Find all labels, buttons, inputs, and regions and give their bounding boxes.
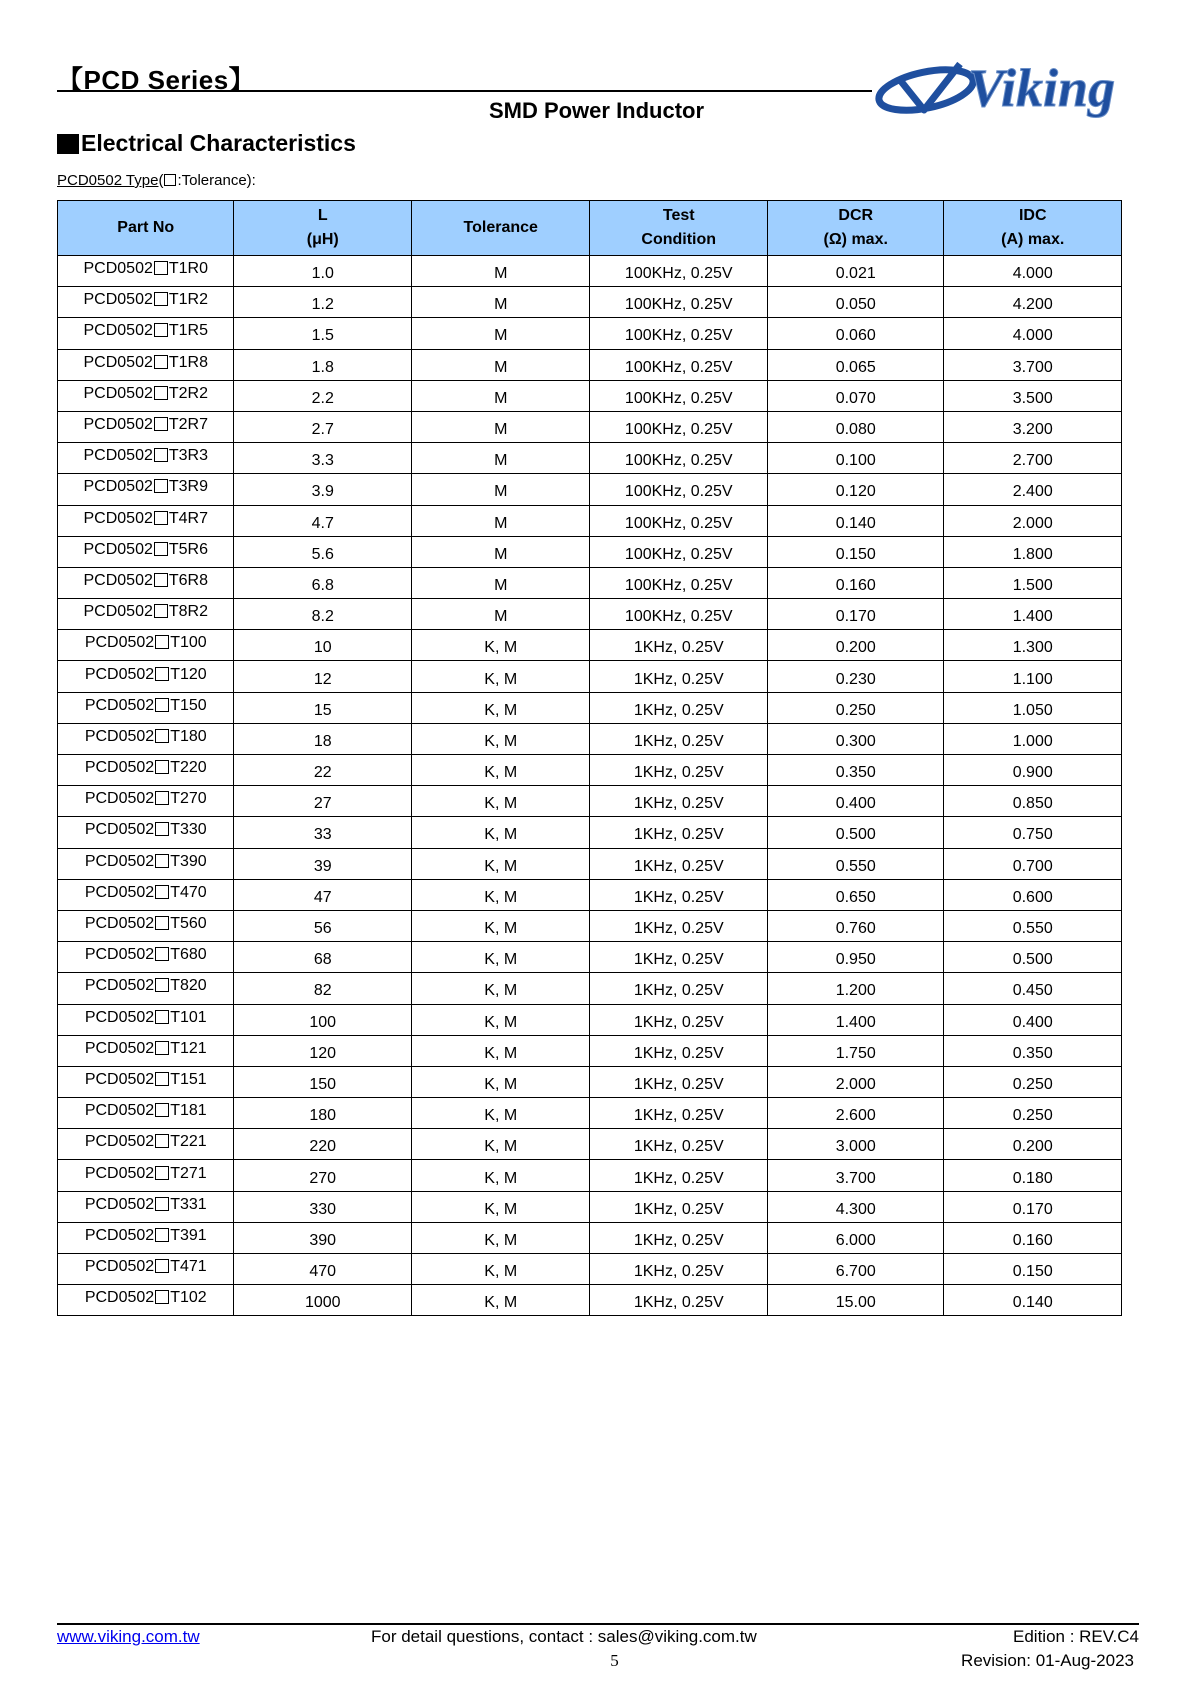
placeholder-box-icon	[155, 947, 169, 961]
idc-cell: 1.800	[944, 536, 1122, 567]
dcr-cell: 0.021	[767, 256, 943, 287]
electrical-characteristics-table	[57, 200, 1122, 1316]
type-open-paren: (	[158, 172, 164, 189]
test-condition-cell: 100KHz, 0.25V	[590, 287, 768, 318]
test-condition-cell: 1KHz, 0.25V	[590, 1066, 768, 1097]
dcr-cell: 0.065	[767, 349, 943, 380]
part-number-cell: PCD0502 T820	[58, 973, 234, 1004]
test-condition-cell: 1KHz, 0.25V	[590, 723, 768, 754]
dcr-cell: 0.200	[767, 630, 943, 661]
tolerance-cell: K, M	[411, 879, 590, 910]
test-condition-cell: 100KHz, 0.25V	[590, 318, 768, 349]
placeholder-box-icon	[155, 1072, 169, 1086]
inductance-cell: 220	[234, 1129, 412, 1160]
inductance-cell: 2.2	[234, 380, 412, 411]
part-number-cell: PCD0502 T180	[58, 723, 234, 754]
dcr-cell: 0.050	[767, 287, 943, 318]
idc-cell: 0.550	[944, 910, 1122, 941]
tolerance-cell: K, M	[411, 1285, 590, 1316]
table-row	[58, 349, 1122, 380]
placeholder-box-icon	[155, 822, 169, 836]
test-condition-cell: 100KHz, 0.25V	[590, 411, 768, 442]
contact-text: For detail questions, contact : sales@viking.com.tw	[371, 1627, 757, 1646]
logo-wordmark: Viking	[968, 58, 1116, 118]
placeholder-box-icon	[154, 573, 168, 587]
footer-divider	[57, 1623, 1139, 1625]
tolerance-cell: K, M	[411, 630, 590, 661]
table-row	[58, 1222, 1122, 1253]
tolerance-cell: K, M	[411, 1160, 590, 1191]
tolerance-cell: M	[411, 567, 590, 598]
part-number-cell: PCD0502 T8R2	[58, 599, 234, 630]
idc-cell: 3.500	[944, 380, 1122, 411]
part-number-cell: PCD0502 T471	[58, 1254, 234, 1285]
tolerance-cell: K, M	[411, 817, 590, 848]
placeholder-box-icon	[155, 1103, 169, 1117]
table-row	[58, 1004, 1122, 1035]
idc-cell: 4.000	[944, 256, 1122, 287]
idc-cell: 3.700	[944, 349, 1122, 380]
idc-cell: 1.500	[944, 567, 1122, 598]
inductance-cell: 270	[234, 1160, 412, 1191]
column-header: Test Condition	[590, 201, 768, 256]
column-header: Tolerance	[411, 201, 590, 256]
inductance-cell: 3.9	[234, 474, 412, 505]
idc-cell: 0.500	[944, 942, 1122, 973]
test-condition-cell: 1KHz, 0.25V	[590, 1004, 768, 1035]
dcr-cell: 0.350	[767, 755, 943, 786]
idc-cell: 1.400	[944, 599, 1122, 630]
tolerance-cell: M	[411, 599, 590, 630]
part-number-cell: PCD0502 T6R8	[58, 567, 234, 598]
series-title: 【PCD Series】	[57, 65, 256, 95]
part-number-cell: PCD0502 T1R2	[58, 287, 234, 318]
dcr-cell: 4.300	[767, 1191, 943, 1222]
table-row	[58, 599, 1122, 630]
placeholder-box-icon	[154, 261, 168, 275]
dcr-cell: 2.600	[767, 1098, 943, 1129]
table-row	[58, 1254, 1122, 1285]
tolerance-cell: M	[411, 474, 590, 505]
placeholder-box-icon	[155, 978, 169, 992]
idc-cell: 0.160	[944, 1222, 1122, 1253]
placeholder-box-icon	[155, 1259, 169, 1273]
placeholder-box-icon	[155, 854, 169, 868]
type-prefix: PCD0502 Type	[57, 172, 159, 189]
part-number-cell: PCD0502 T330	[58, 817, 234, 848]
placeholder-box-icon	[155, 885, 169, 899]
placeholder-box-icon	[154, 604, 168, 618]
tolerance-cell: M	[411, 318, 590, 349]
placeholder-box-icon	[164, 174, 176, 186]
table-row	[58, 786, 1122, 817]
placeholder-box-icon	[155, 791, 169, 805]
placeholder-box-icon	[155, 1010, 169, 1024]
table-row	[58, 630, 1122, 661]
idc-cell: 0.250	[944, 1066, 1122, 1097]
placeholder-box-icon	[154, 448, 168, 462]
dcr-cell: 0.400	[767, 786, 943, 817]
test-condition-cell: 100KHz, 0.25V	[590, 505, 768, 536]
idc-cell: 0.140	[944, 1285, 1122, 1316]
part-number-cell: PCD0502 T2R2	[58, 380, 234, 411]
tolerance-cell: M	[411, 411, 590, 442]
test-condition-cell: 1KHz, 0.25V	[590, 910, 768, 941]
table-row	[58, 318, 1122, 349]
idc-cell: 0.450	[944, 973, 1122, 1004]
part-number-cell: PCD0502 T102	[58, 1285, 234, 1316]
tolerance-cell: K, M	[411, 1035, 590, 1066]
dcr-cell: 0.120	[767, 474, 943, 505]
idc-cell: 2.400	[944, 474, 1122, 505]
inductance-cell: 1000	[234, 1285, 412, 1316]
placeholder-box-icon	[155, 729, 169, 743]
table-row	[58, 879, 1122, 910]
inductance-cell: 180	[234, 1098, 412, 1129]
test-condition-cell: 1KHz, 0.25V	[590, 942, 768, 973]
table-row	[58, 1098, 1122, 1129]
tolerance-cell: M	[411, 505, 590, 536]
test-condition-cell: 1KHz, 0.25V	[590, 1285, 768, 1316]
inductance-cell: 22	[234, 755, 412, 786]
placeholder-box-icon	[155, 667, 169, 681]
placeholder-box-icon	[154, 355, 168, 369]
inductance-cell: 27	[234, 786, 412, 817]
test-condition-cell: 100KHz, 0.25V	[590, 256, 768, 287]
part-number-cell: PCD0502 T121	[58, 1035, 234, 1066]
tolerance-cell: K, M	[411, 942, 590, 973]
idc-cell: 0.750	[944, 817, 1122, 848]
part-number-cell: PCD0502 T391	[58, 1222, 234, 1253]
test-condition-cell: 100KHz, 0.25V	[590, 536, 768, 567]
part-number-cell: PCD0502 T2R7	[58, 411, 234, 442]
tolerance-cell: K, M	[411, 1191, 590, 1222]
inductance-cell: 12	[234, 661, 412, 692]
part-number-cell: PCD0502 T120	[58, 661, 234, 692]
table-row	[58, 817, 1122, 848]
table-row	[58, 1285, 1122, 1316]
column-header: DCR (Ω) max.	[767, 201, 943, 256]
dcr-cell: 0.230	[767, 661, 943, 692]
part-number-cell: PCD0502 T3R9	[58, 474, 234, 505]
idc-cell: 0.850	[944, 786, 1122, 817]
table-row	[58, 1066, 1122, 1097]
dcr-cell: 0.150	[767, 536, 943, 567]
part-number-cell: PCD0502 T680	[58, 942, 234, 973]
website-link[interactable]: www.viking.com.tw	[57, 1627, 200, 1646]
part-number-cell: PCD0502 T181	[58, 1098, 234, 1129]
tolerance-cell: M	[411, 349, 590, 380]
inductance-cell: 8.2	[234, 599, 412, 630]
idc-cell: 0.180	[944, 1160, 1122, 1191]
test-condition-cell: 100KHz, 0.25V	[590, 474, 768, 505]
inductance-cell: 15	[234, 692, 412, 723]
test-condition-cell: 100KHz, 0.25V	[590, 599, 768, 630]
tolerance-cell: K, M	[411, 973, 590, 1004]
dcr-cell: 0.300	[767, 723, 943, 754]
dcr-cell: 1.200	[767, 973, 943, 1004]
test-condition-cell: 1KHz, 0.25V	[590, 692, 768, 723]
tolerance-cell: K, M	[411, 755, 590, 786]
dcr-cell: 0.250	[767, 692, 943, 723]
placeholder-box-icon	[154, 511, 168, 525]
tolerance-cell: K, M	[411, 1129, 590, 1160]
part-number-cell: PCD0502 T270	[58, 786, 234, 817]
dcr-cell: 0.170	[767, 599, 943, 630]
test-condition-cell: 1KHz, 0.25V	[590, 973, 768, 1004]
table-row	[58, 380, 1122, 411]
test-condition-cell: 1KHz, 0.25V	[590, 1222, 768, 1253]
tolerance-cell: K, M	[411, 1098, 590, 1129]
table-row	[58, 910, 1122, 941]
table-row	[58, 1191, 1122, 1222]
inductance-cell: 10	[234, 630, 412, 661]
dcr-cell: 0.650	[767, 879, 943, 910]
inductance-cell: 4.7	[234, 505, 412, 536]
section-title: Electrical Characteristics	[81, 130, 356, 156]
idc-cell: 2.000	[944, 505, 1122, 536]
idc-cell: 0.200	[944, 1129, 1122, 1160]
inductance-cell: 120	[234, 1035, 412, 1066]
test-condition-cell: 1KHz, 0.25V	[590, 786, 768, 817]
tolerance-cell: M	[411, 256, 590, 287]
square-bullet-icon	[57, 134, 79, 154]
inductance-cell: 2.7	[234, 411, 412, 442]
table-row	[58, 848, 1122, 879]
idc-cell: 1.000	[944, 723, 1122, 754]
inductance-cell: 82	[234, 973, 412, 1004]
placeholder-box-icon	[154, 292, 168, 306]
part-number-cell: PCD0502 T3R3	[58, 443, 234, 474]
dcr-cell: 0.950	[767, 942, 943, 973]
idc-cell: 0.700	[944, 848, 1122, 879]
dcr-cell: 0.070	[767, 380, 943, 411]
test-condition-cell: 1KHz, 0.25V	[590, 817, 768, 848]
part-number-cell: PCD0502 T1R5	[58, 318, 234, 349]
tolerance-cell: M	[411, 287, 590, 318]
table-row	[58, 567, 1122, 598]
test-condition-cell: 100KHz, 0.25V	[590, 349, 768, 380]
part-number-cell: PCD0502 T150	[58, 692, 234, 723]
test-condition-cell: 100KHz, 0.25V	[590, 567, 768, 598]
tolerance-cell: K, M	[411, 1254, 590, 1285]
dcr-cell: 1.750	[767, 1035, 943, 1066]
placeholder-box-icon	[155, 635, 169, 649]
section-heading	[57, 130, 356, 157]
inductance-cell: 68	[234, 942, 412, 973]
dcr-cell: 6.700	[767, 1254, 943, 1285]
placeholder-box-icon	[154, 323, 168, 337]
test-condition-cell: 1KHz, 0.25V	[590, 1035, 768, 1066]
part-number-cell: PCD0502 T4R7	[58, 505, 234, 536]
idc-cell: 0.170	[944, 1191, 1122, 1222]
test-condition-cell: 100KHz, 0.25V	[590, 443, 768, 474]
table-row	[58, 1160, 1122, 1191]
test-condition-cell: 1KHz, 0.25V	[590, 755, 768, 786]
inductance-cell: 100	[234, 1004, 412, 1035]
dcr-cell: 0.060	[767, 318, 943, 349]
idc-cell: 1.050	[944, 692, 1122, 723]
test-condition-cell: 1KHz, 0.25V	[590, 1191, 768, 1222]
dcr-cell: 0.080	[767, 411, 943, 442]
dcr-cell: 0.100	[767, 443, 943, 474]
idc-cell: 0.400	[944, 1004, 1122, 1035]
placeholder-box-icon	[154, 417, 168, 431]
test-condition-cell: 1KHz, 0.25V	[590, 661, 768, 692]
tolerance-cell: K, M	[411, 1222, 590, 1253]
inductance-cell: 39	[234, 848, 412, 879]
tolerance-cell: M	[411, 443, 590, 474]
table-row	[58, 411, 1122, 442]
idc-cell: 1.100	[944, 661, 1122, 692]
test-condition-cell: 1KHz, 0.25V	[590, 1160, 768, 1191]
test-condition-cell: 1KHz, 0.25V	[590, 1098, 768, 1129]
dcr-cell: 0.500	[767, 817, 943, 848]
tolerance-cell: K, M	[411, 786, 590, 817]
header-divider	[57, 90, 872, 92]
table-row	[58, 973, 1122, 1004]
dcr-cell: 3.700	[767, 1160, 943, 1191]
inductance-cell: 1.0	[234, 256, 412, 287]
part-number-cell: PCD0502 T101	[58, 1004, 234, 1035]
idc-cell: 0.150	[944, 1254, 1122, 1285]
placeholder-box-icon	[154, 479, 168, 493]
table-row	[58, 536, 1122, 567]
tolerance-cell: K, M	[411, 1066, 590, 1097]
part-number-cell: PCD0502 T1R0	[58, 256, 234, 287]
test-condition-cell: 1KHz, 0.25V	[590, 879, 768, 910]
table-row	[58, 287, 1122, 318]
document-subtitle: SMD Power Inductor	[488, 98, 705, 123]
dcr-cell: 1.400	[767, 1004, 943, 1035]
table-header-row	[58, 201, 1122, 256]
inductance-cell: 1.5	[234, 318, 412, 349]
type-label	[57, 172, 256, 189]
part-number-cell: PCD0502 T470	[58, 879, 234, 910]
dcr-cell: 0.760	[767, 910, 943, 941]
tolerance-cell: M	[411, 380, 590, 411]
tolerance-cell: K, M	[411, 910, 590, 941]
revision-date: Revision: 01-Aug-2023	[961, 1651, 1134, 1670]
dcr-cell: 15.00	[767, 1285, 943, 1316]
test-condition-cell: 1KHz, 0.25V	[590, 848, 768, 879]
inductance-cell: 1.2	[234, 287, 412, 318]
column-header: Part No	[58, 201, 234, 256]
idc-cell: 0.250	[944, 1098, 1122, 1129]
table-row	[58, 755, 1122, 786]
idc-cell: 0.900	[944, 755, 1122, 786]
dcr-cell: 6.000	[767, 1222, 943, 1253]
dcr-cell: 0.140	[767, 505, 943, 536]
placeholder-box-icon	[155, 1166, 169, 1180]
inductance-cell: 6.8	[234, 567, 412, 598]
table-row	[58, 942, 1122, 973]
placeholder-box-icon	[155, 1290, 169, 1304]
idc-cell: 0.350	[944, 1035, 1122, 1066]
tolerance-cell: K, M	[411, 1004, 590, 1035]
placeholder-box-icon	[155, 1197, 169, 1211]
inductance-cell: 390	[234, 1222, 412, 1253]
dcr-cell: 0.550	[767, 848, 943, 879]
idc-cell: 1.300	[944, 630, 1122, 661]
table-row	[58, 723, 1122, 754]
part-number-cell: PCD0502 T390	[58, 848, 234, 879]
tolerance-cell: K, M	[411, 692, 590, 723]
dcr-cell: 0.160	[767, 567, 943, 598]
inductance-cell: 330	[234, 1191, 412, 1222]
table-row	[58, 661, 1122, 692]
part-number-cell: PCD0502 T331	[58, 1191, 234, 1222]
placeholder-box-icon	[154, 542, 168, 556]
placeholder-box-icon	[155, 1228, 169, 1242]
edition-label: Edition : REV.C4	[1013, 1627, 1139, 1646]
placeholder-box-icon	[154, 386, 168, 400]
tolerance-cell: K, M	[411, 848, 590, 879]
part-number-cell: PCD0502 T220	[58, 755, 234, 786]
table-row	[58, 1035, 1122, 1066]
table-row	[58, 505, 1122, 536]
dcr-cell: 2.000	[767, 1066, 943, 1097]
column-header: IDC (A) max.	[944, 201, 1122, 256]
placeholder-box-icon	[155, 1041, 169, 1055]
test-condition-cell: 1KHz, 0.25V	[590, 1254, 768, 1285]
page-number: 5	[610, 1651, 619, 1670]
tolerance-cell: K, M	[411, 661, 590, 692]
type-suffix: :Tolerance):	[177, 172, 256, 189]
inductance-cell: 5.6	[234, 536, 412, 567]
part-number-cell: PCD0502 T1R8	[58, 349, 234, 380]
test-condition-cell: 1KHz, 0.25V	[590, 630, 768, 661]
column-header: L (μH)	[234, 201, 412, 256]
placeholder-box-icon	[155, 916, 169, 930]
part-number-cell: PCD0502 T221	[58, 1129, 234, 1160]
part-number-cell: PCD0502 T271	[58, 1160, 234, 1191]
table-row	[58, 692, 1122, 723]
inductance-cell: 18	[234, 723, 412, 754]
part-number-cell: PCD0502 T560	[58, 910, 234, 941]
table-row	[58, 256, 1122, 287]
part-number-cell: PCD0502 T5R6	[58, 536, 234, 567]
table-row	[58, 1129, 1122, 1160]
idc-cell: 3.200	[944, 411, 1122, 442]
inductance-cell: 3.3	[234, 443, 412, 474]
idc-cell: 0.600	[944, 879, 1122, 910]
inductance-cell: 33	[234, 817, 412, 848]
tolerance-cell: K, M	[411, 723, 590, 754]
idc-cell: 4.000	[944, 318, 1122, 349]
placeholder-box-icon	[155, 698, 169, 712]
part-number-cell: PCD0502 T151	[58, 1066, 234, 1097]
placeholder-box-icon	[155, 760, 169, 774]
placeholder-box-icon	[155, 1134, 169, 1148]
test-condition-cell: 100KHz, 0.25V	[590, 380, 768, 411]
inductance-cell: 470	[234, 1254, 412, 1285]
table-body	[58, 256, 1122, 1316]
inductance-cell: 1.8	[234, 349, 412, 380]
test-condition-cell: 1KHz, 0.25V	[590, 1129, 768, 1160]
tolerance-cell: M	[411, 536, 590, 567]
table-row	[58, 443, 1122, 474]
table-row	[58, 474, 1122, 505]
idc-cell: 4.200	[944, 287, 1122, 318]
idc-cell: 2.700	[944, 443, 1122, 474]
part-number-cell: PCD0502 T100	[58, 630, 234, 661]
inductance-cell: 56	[234, 910, 412, 941]
inductance-cell: 47	[234, 879, 412, 910]
inductance-cell: 150	[234, 1066, 412, 1097]
dcr-cell: 3.000	[767, 1129, 943, 1160]
